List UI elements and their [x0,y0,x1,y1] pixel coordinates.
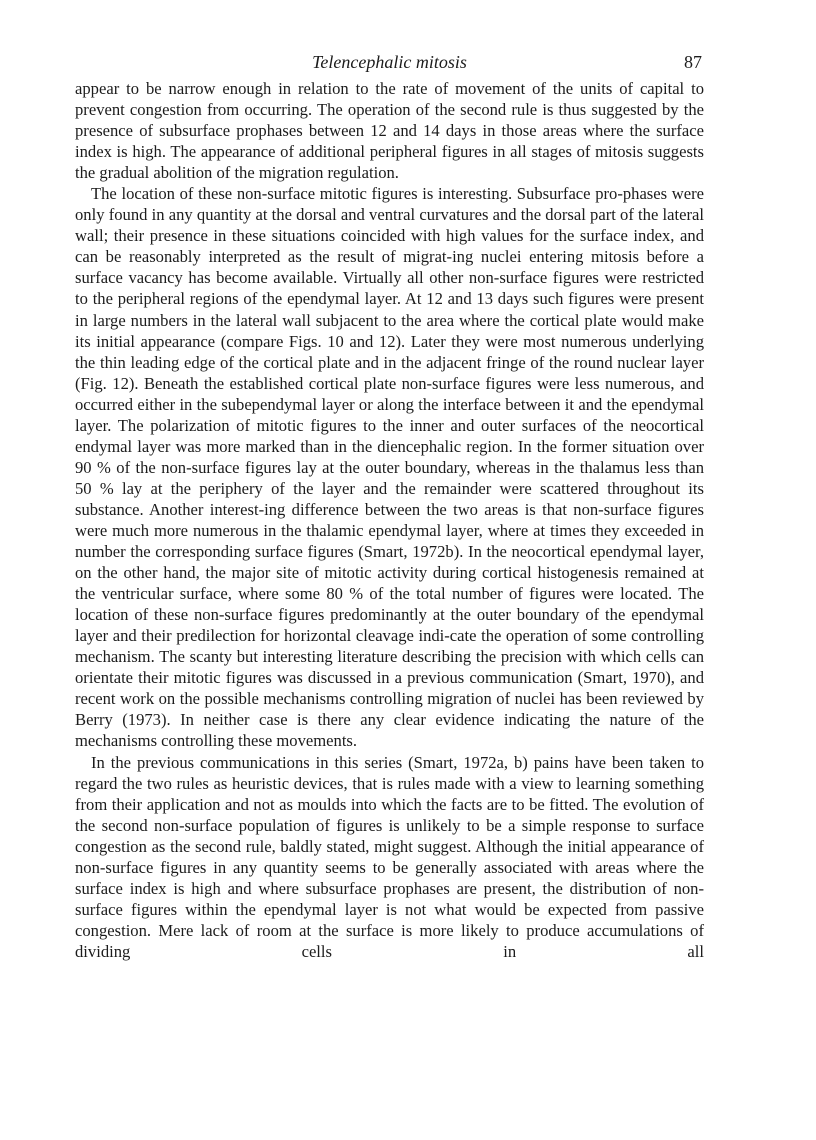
page-number: 87 [684,52,702,72]
journal-page [75,50,704,962]
running-head [75,50,704,74]
paragraph-continuation: appear to be narrow enough in relation to the rate of movement of the units of capital to prevent congestion from occurring. The operation of the second rule is thus suggested by the presence of subsurface prophases between 12 and 14 days in those areas where the surface index is high. The appearance of additional peripheral figures in all stages of mitosis suggests the gradual abolition of the migration regulation. [75,79,704,183]
paragraph-location-of-figures: The location of these non-surface mitotic figures is interesting. Subsurface pro-phases were only found in any quantity at the dorsal and ventral curvatures and the dorsal part of the lateral wall; their presence in these situations coincided with high values for the surface index, and can be reasonably interpreted as the result of migrat-ing nuclei entering mitosis before a surface vacancy has become available. Virtually all other non-surface figures were restricted to the peripheral regions of the ependymal layer. At 12 and 13 days such figures were present in large numbers in the lateral wall subjacent to the area where the cortical plate would make its initial appearance (compare Figs. 10 and 12). Later they were most numerous underlying the thin leading edge of the cortical plate and in the adjacent fringe of the round nuclear layer (Fig. 12). Beneath the established cortical plate non-surface figures were less numerous, and occurred either in the subependymal layer or along the interface between it and the ependymal layer. The polarization of mitotic figures to the inner and outer surfaces of the neocortical endymal layer was more marked than in the diencephalic region. In the former situation over 90 % of the non-surface figures lay at the outer boundary, whereas in the thalamus less than 50 % lay at the periphery of the layer and the remainder were scattered throughout its substance. Another interest-ing difference between the two areas is that non-surface figures were much more numerous in the thalamic ependymal layer, where at times they exceeded in number the corresponding surface figures (Smart, 1972b). In the neocortical ependymal layer, on the other hand, the major site of mitotic activity during cortical histogenesis remained at the ventricular surface, where some 80 % of the total number of figures were located. The location of these non-surface figures predominantly at the outer boundary of the ependymal layer and their predilection for horizontal cleavage indi-cate the operation of some controlling mechanism. The scanty but interesting literature describing the precision with which cells can orientate their mitotic figures was discussed in a previous communication (Smart, 1970), and recent work on the possible mechanisms controlling migration of nuclei has been reviewed by Berry (1973). In neither case is there any clear evidence indicating the nature of the mechanisms controlling these movements. [75,184,704,751]
running-title: Telencephalic mitosis [312,52,467,72]
paragraph-heuristic-rules: In the previous communications in this series (Smart, 1972a, b) pains have been taken to regard the two rules as heuristic devices, that is rules made with a view to learning something from their application and not as moulds into which the facts are to be fitted. The evolution of the second non-surface population of figures is unlikely to be a simple response to surface congestion as the second rule, baldly stated, might suggest. Although the initial appearance of non-surface figures in any quantity seems to be generally associated with areas where the surface index is high and where subsurface prophases are present, the distribution of non-surface figures within the ependymal layer is not what would be expected from passive congestion. Mere lack of room at the surface is more likely to produce accumulations of dividing cells in all [75,752,704,961]
